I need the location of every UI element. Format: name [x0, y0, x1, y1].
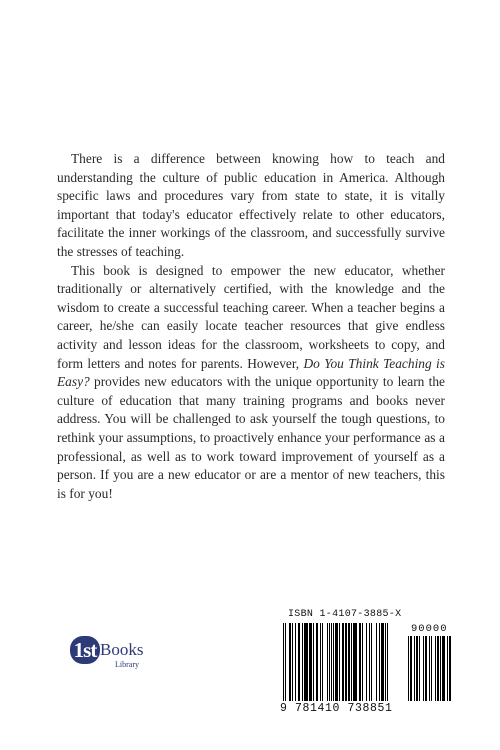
barcode-bar [431, 636, 432, 701]
publisher-logo-name: Books [100, 640, 144, 659]
barcode-bar [385, 623, 386, 701]
publisher-logo-mark: 1st [70, 636, 100, 664]
barcode-bar [331, 623, 332, 701]
barcode-bar [351, 623, 352, 701]
barcode-bar [429, 636, 430, 701]
barcode-bar [309, 623, 312, 701]
barcode-bar [440, 636, 441, 701]
barcode-bars [283, 623, 405, 701]
blurb-paragraph-1: There is a difference between knowing how to teach and understanding the culture of public education in America. Although specific laws and procedures vary from state to state, it is vitally important that today's educator effectively relate to other educators, facilitate the inner workings of the classroom, and successfully survive the stresses of teaching. [57, 151, 445, 259]
barcode-bar [353, 623, 357, 701]
barcode-bar [335, 623, 338, 701]
barcode-bar [322, 623, 323, 701]
barcode-bar [423, 636, 424, 701]
barcode-bar [376, 623, 377, 701]
barcode-bar [298, 623, 300, 701]
barcode-bar [381, 623, 384, 701]
barcode-bar [362, 623, 363, 701]
publisher-logo [70, 636, 150, 676]
barcode-bar [313, 623, 314, 701]
barcode-bar [442, 636, 445, 701]
barcode-bar [408, 636, 409, 701]
back-cover-blurb [57, 150, 445, 503]
barcode-bar [283, 623, 284, 701]
blurb-paragraph-2 [57, 262, 445, 504]
barcode-bar [289, 623, 291, 701]
barcode-bar [342, 623, 344, 701]
barcode-bar [371, 623, 372, 701]
barcode-bar [348, 623, 350, 701]
barcode-bar [425, 636, 427, 701]
publisher-logo-imprint: Library [115, 660, 139, 669]
barcode-bar [285, 623, 286, 701]
barcode-bar [387, 623, 388, 701]
barcode-bar [419, 636, 420, 701]
barcode-bar [366, 623, 367, 701]
barcode-bar [410, 636, 412, 701]
barcode-digits: 9 781410 738851 [280, 702, 393, 715]
barcode-bar [304, 623, 308, 701]
barcode-bar [345, 623, 347, 701]
barcode-bar [359, 623, 361, 701]
barcode-bar [435, 636, 436, 701]
barcode-addon-bars [408, 636, 453, 701]
isbn-label: ISBN 1-4107-3885-X [288, 609, 402, 620]
barcode-bar [437, 636, 439, 701]
barcode-bar [447, 636, 448, 701]
barcode-bar [369, 623, 370, 701]
barcode-bar [316, 623, 318, 701]
barcode-bar [339, 623, 340, 701]
barcode [280, 623, 455, 715]
barcode-bar [449, 636, 451, 701]
barcode-bar [327, 623, 328, 701]
barcode-bar [414, 636, 415, 701]
barcode-bar [416, 636, 418, 701]
barcode-bar [292, 623, 293, 701]
barcode-addon-digits: 90000 [411, 623, 448, 635]
barcode-bar [329, 623, 330, 701]
barcode-bar [295, 623, 296, 701]
barcode-bar [333, 623, 334, 701]
blurb-paragraph-2-start: This book is designed to empower the new educator, whether traditionally or alternatively certified, with the knowledge and the wisdom to create a successful teaching career. When a teacher begins a career, he/she can easily locate teacher resources that give endless activity and lesson ideas for the classroom, worksheets to copy, and form letters and notes for parents. However, [57, 262, 445, 371]
blurb-paragraph-2-end: provides new educators with the unique opportunity to learn the culture of education that many training programs and books never address. You will be challenged to ask yourself the tough questions, to rethink your assumptions, to proactively enhance your performance as a professional, as well as to work toward improvement of yourself as a person. If you are a new educator or are a mentor of new teachers, this is for you! [57, 374, 445, 501]
barcode-bar [302, 623, 303, 701]
barcode-bar [379, 623, 380, 701]
book-title: Do You Think Teaching is Easy? [57, 355, 445, 390]
barcode-bar [320, 623, 321, 701]
